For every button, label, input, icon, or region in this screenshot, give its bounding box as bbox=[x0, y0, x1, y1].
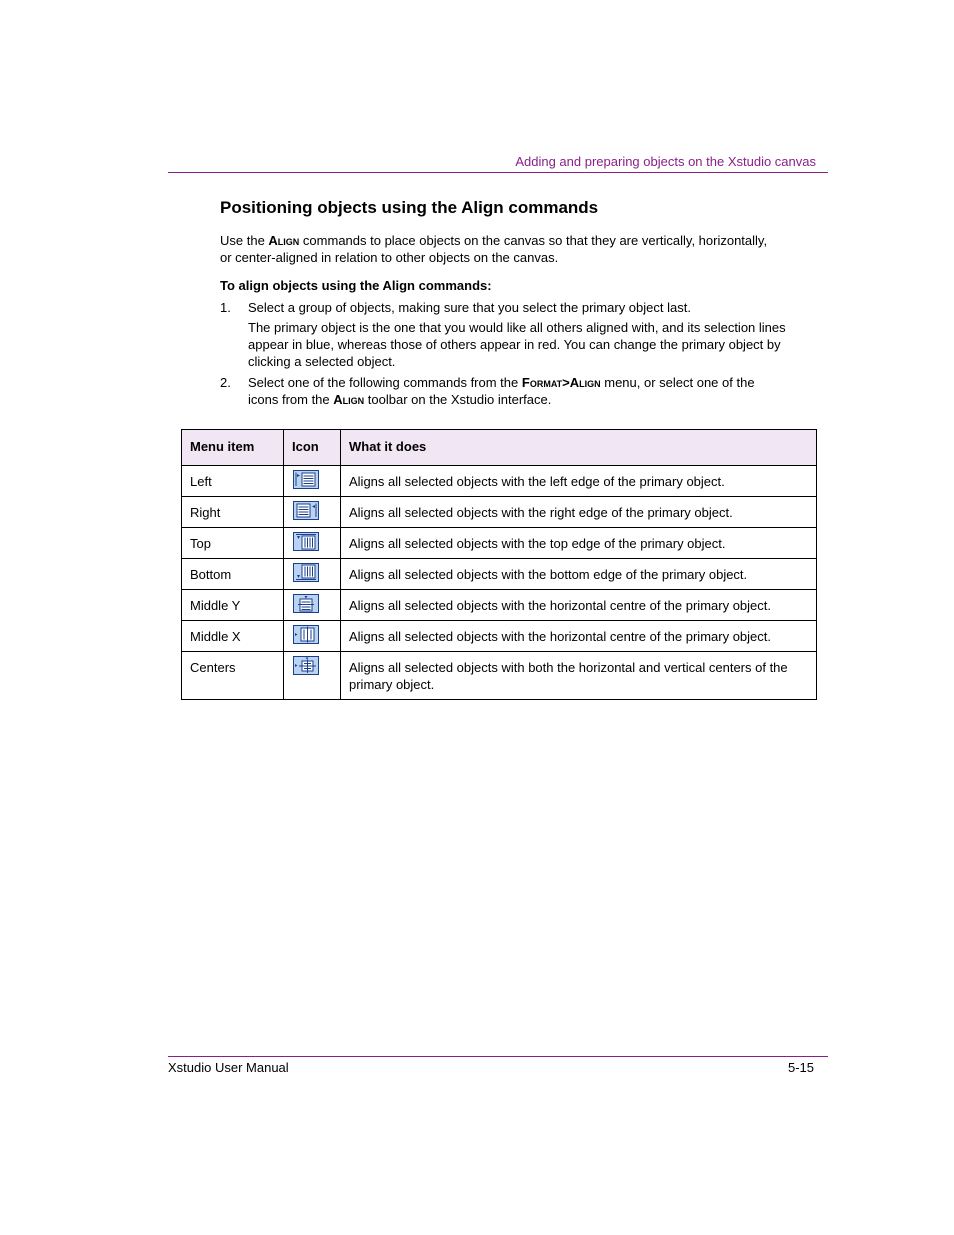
menu-item-cell: Middle Y bbox=[182, 590, 284, 621]
header-what-it-does: What it does bbox=[341, 430, 817, 466]
step-2-number: 2. bbox=[220, 375, 231, 390]
align-bottom-icon bbox=[293, 563, 319, 582]
procedure-heading: To align objects using the Align commands: bbox=[220, 278, 492, 293]
align-commands-table bbox=[181, 429, 817, 700]
page-number: 5-15 bbox=[787, 1060, 814, 1075]
description-cell: Aligns all selected objects with the horizontal centre of the primary object. bbox=[341, 590, 817, 621]
table-header-row bbox=[182, 430, 817, 466]
description-cell: Aligns all selected objects with the left edge of the primary object. bbox=[341, 466, 817, 497]
header-rule bbox=[168, 172, 828, 173]
step-1-note: The primary object is the one that you would like all others aligned with, and its selection lines appear in blue, whereas those of others appear in red. You can change the primary object by clicking a selected object. bbox=[248, 320, 786, 369]
running-header: Adding and preparing objects on the Xstudio canvas bbox=[515, 154, 816, 169]
intro-after: commands to place objects on the canvas so that they are vertically, horizontally, or center-aligned in relation to other objects on the canvas. bbox=[220, 233, 768, 265]
menu-item-cell: Middle X bbox=[182, 621, 284, 652]
align-left-icon bbox=[293, 470, 319, 489]
description-cell: Aligns all selected objects with the horizontal centre of the primary object. bbox=[341, 621, 817, 652]
table-row bbox=[182, 497, 817, 528]
step-1-text: Select a group of objects, making sure that you select the primary object last. bbox=[248, 300, 691, 315]
intro-paragraph bbox=[220, 232, 780, 266]
step-2-text bbox=[248, 374, 788, 408]
table-row bbox=[182, 590, 817, 621]
footer-manual-title: Xstudio User Manual bbox=[168, 1060, 289, 1075]
table-row bbox=[182, 652, 817, 700]
align-right-icon bbox=[293, 501, 319, 520]
step-2-part1: Select one of the following commands from the bbox=[248, 375, 522, 390]
footer-rule bbox=[168, 1056, 828, 1057]
format-align-menu: Format>Align bbox=[521, 375, 601, 390]
table-row bbox=[182, 466, 817, 497]
align-middle-y-icon bbox=[293, 594, 319, 613]
step-2-part2: menu, or select one of the icons from the bbox=[248, 375, 755, 407]
description-cell: Aligns all selected objects with both the horizontal and vertical centers of the primary object. bbox=[341, 652, 817, 700]
description-cell: Aligns all selected objects with the bottom edge of the primary object. bbox=[341, 559, 817, 590]
menu-item-cell: Left bbox=[182, 466, 284, 497]
header-icon: Icon bbox=[284, 430, 341, 466]
align-top-icon bbox=[293, 532, 319, 551]
intro-before: Use the bbox=[220, 233, 269, 248]
table-row bbox=[182, 559, 817, 590]
menu-item-cell: Top bbox=[182, 528, 284, 559]
table-row bbox=[182, 621, 817, 652]
menu-item-cell: Right bbox=[182, 497, 284, 528]
align-toolbar: Align bbox=[333, 392, 365, 407]
step-2-part3: toolbar on the Xstudio interface. bbox=[364, 392, 552, 407]
step-1-number: 1. bbox=[220, 300, 231, 315]
description-cell: Aligns all selected objects with the top edge of the primary object. bbox=[341, 528, 817, 559]
section-title: Positioning objects using the Align commands bbox=[220, 198, 599, 217]
table-row bbox=[182, 528, 817, 559]
menu-item-cell: Bottom bbox=[182, 559, 284, 590]
header-menu-item: Menu item bbox=[182, 430, 284, 466]
description-cell: Aligns all selected objects with the right edge of the primary object. bbox=[341, 497, 817, 528]
align-centers-icon bbox=[293, 656, 319, 675]
align-command: Align bbox=[268, 233, 300, 248]
align-middle-x-icon bbox=[293, 625, 319, 644]
menu-item-cell: Centers bbox=[182, 652, 284, 700]
